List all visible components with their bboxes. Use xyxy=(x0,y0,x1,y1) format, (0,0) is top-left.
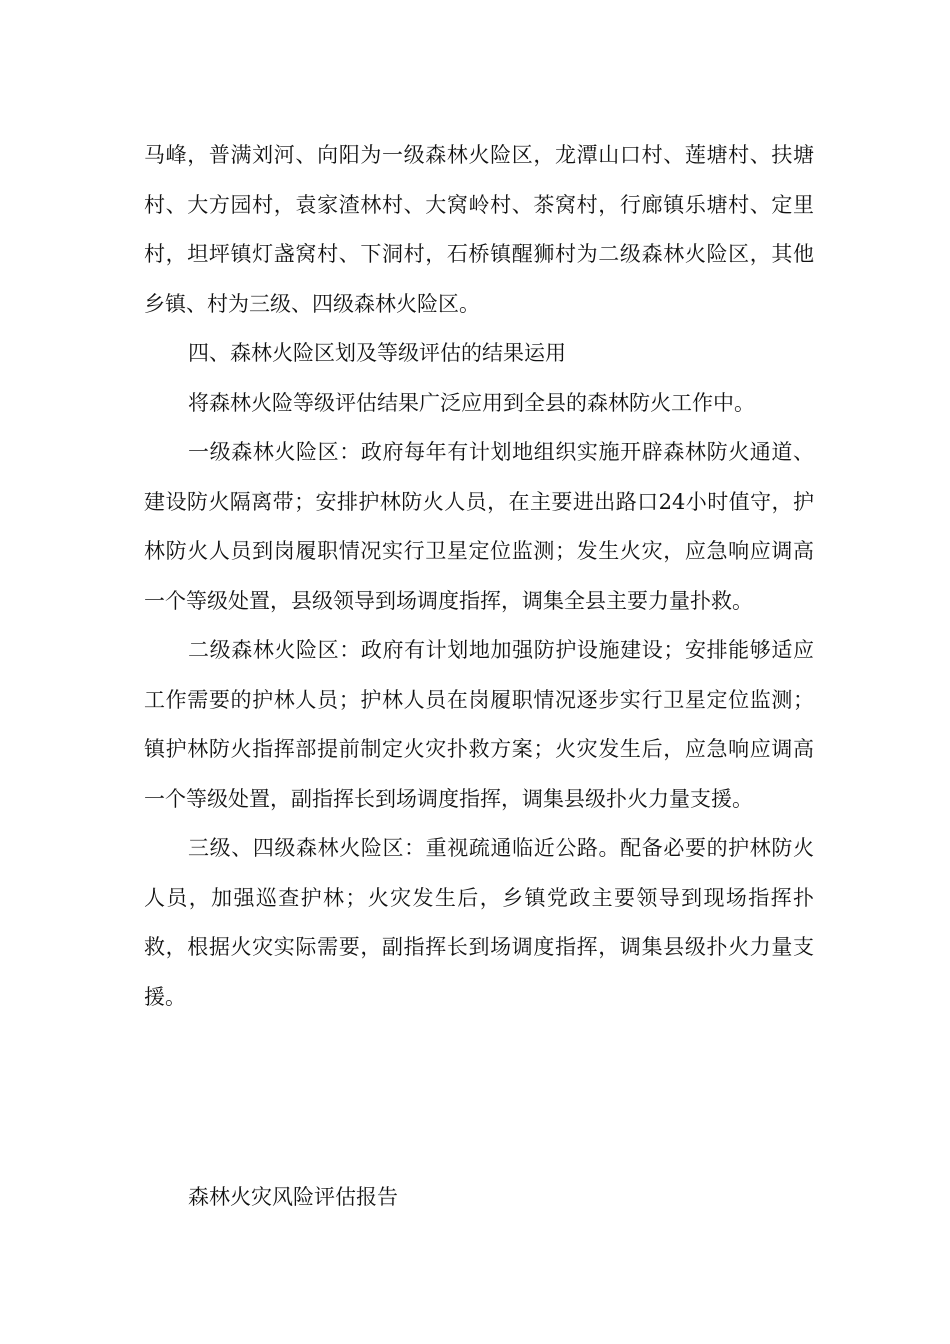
paragraph-level-two-zone: 二级森林火险区：政府有计划地加强防护设施建设；安排能够适应工作需要的护林人员；护林人员在岗履职情况逐步实行卫星定位监测；镇护林防火指挥部提前制定火灾扑救方案；火灾发生后，应急响应调高一个等级处置，副指挥长到场调度指挥，调集县级扑火力量支援。 xyxy=(144,638,814,811)
paragraph-fire-zone-list: 马峰，普满刘河、向阳为一级森林火险区，龙潭山口村、莲塘村、扶塘村、大方园村，袁家渣林村、大窝岭村、茶窝村，行廊镇乐塘村、定里村，坦坪镇灯盏窝村、下洞村，石桥镇醒狮村为二级森林火险区，其他乡镇、村为三级、四级森林火险区。 xyxy=(144,143,814,316)
body-text xyxy=(144,131,814,1022)
paragraph-application-intro: 将森林火险等级评估结果广泛应用到全县的森林防火工作中。 xyxy=(188,390,755,415)
section-heading-results-application: 四、森林火险区划及等级评估的结果运用 xyxy=(188,341,566,365)
report-title: 森林火灾风险评估报告 xyxy=(188,1185,398,1209)
paragraph-level-one-zone: 一级森林火险区：政府每年有计划地组织实施开辟森林防火通道、建设防火隔离带；安排护林防火人员，在主要进出路口24小时值守，护林防火人员到岗履职情况实行卫星定位监测；发生火灾，应急响应调高一个等级处置，县级领导到场调度指挥，调集全县主要力量扑救。 xyxy=(144,440,814,613)
paragraph-level-three-four-zone: 三级、四级森林火险区：重视疏通临近公路。配备必要的护林防火人员，加强巡查护林；火灾发生后，乡镇党政主要领导到现场指挥扑救，根据火灾实际需要，副指挥长到场调度指挥，调集县级扑火力量支援。 xyxy=(144,836,814,1009)
